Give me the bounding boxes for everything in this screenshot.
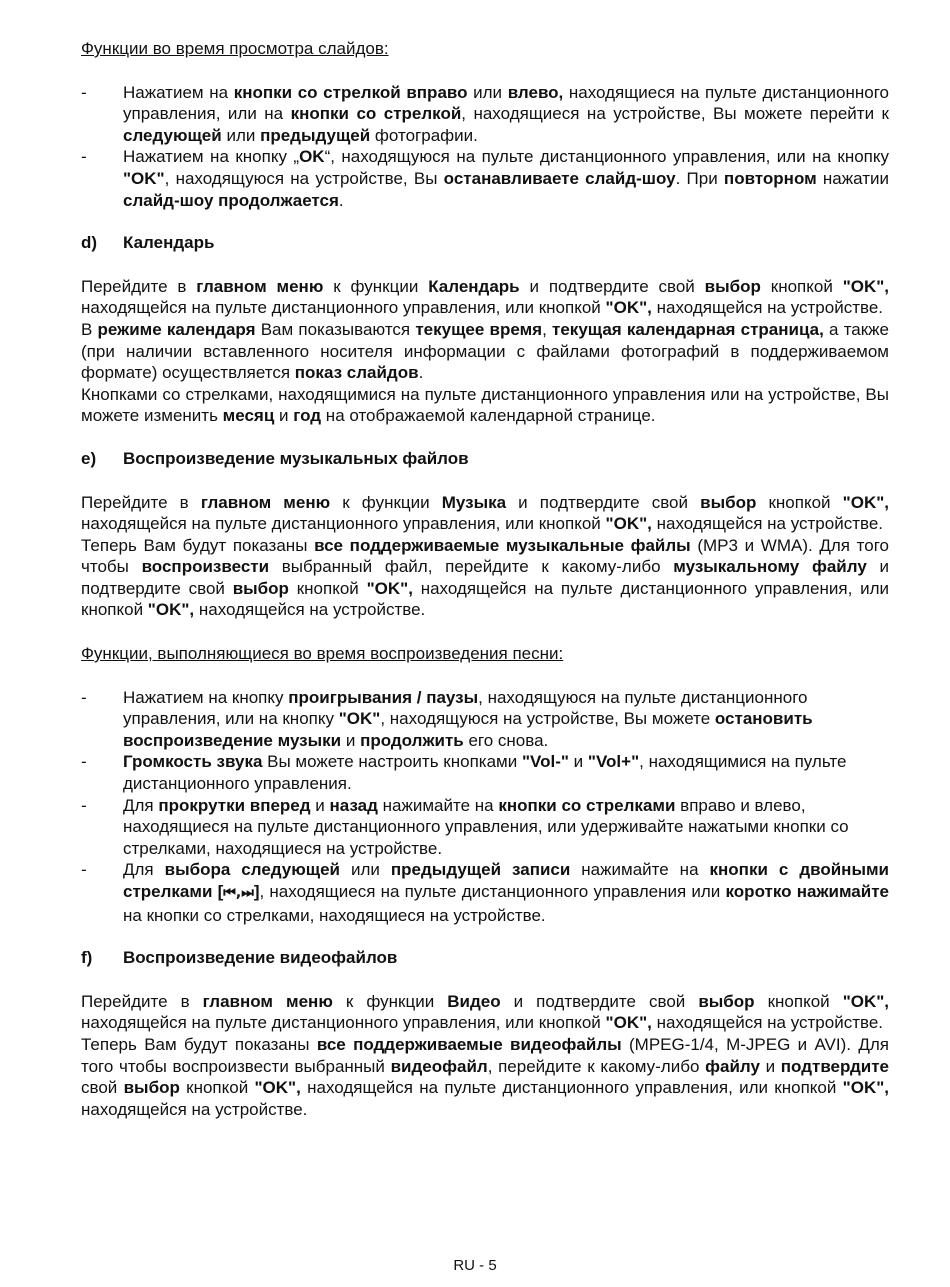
dash-bullet: - [81, 687, 87, 707]
bold-text-run: "OK" [123, 168, 165, 188]
bold-text-run: назад [329, 795, 378, 815]
text-run: и [759, 1056, 781, 1076]
text-run: и [568, 752, 588, 772]
bold-text-run: выбор [698, 991, 755, 1011]
text-run: на отображаемой календарной странице. [321, 406, 656, 426]
text-run: или [221, 125, 261, 145]
music-paragraph [81, 535, 889, 621]
bold-text-run: выбора следующей [164, 860, 341, 880]
bold-text-run: Календарь [428, 276, 520, 296]
list-item [81, 82, 889, 147]
bold-text-run: месяц [222, 406, 275, 426]
bold-text-run: режиме календаря [97, 319, 256, 339]
section-title: Календарь [123, 233, 215, 253]
text-run: находящейся на пульте дистанционного управления, или кнопкой [81, 1013, 606, 1033]
text-run: и подтвердите свой [500, 991, 699, 1011]
bold-text-run: "OK", [147, 600, 195, 620]
text-run: или [467, 82, 508, 102]
text-run: и подтвердите свой [519, 276, 705, 296]
bold-text-run: главном меню [200, 492, 331, 512]
text-run: (MPEG-1/4, M-JPEG и AVI). Для того чтобы воспроизвести выбранный [81, 1034, 889, 1076]
bold-text-run: главном меню [202, 991, 333, 1011]
text-run: находящейся на пульте дистанционного управления, или кнопкой [81, 514, 606, 534]
text-run: , находящуюся на устройстве, Вы [164, 168, 444, 188]
list-item-text [123, 859, 889, 926]
dash-bullet: - [81, 752, 87, 772]
bold-text-run: выбор [232, 578, 289, 598]
text-run: вправо и влево, находящиеся на пульте дистанционного управления, или удерживайте нажатыми кнопки со стрелками, находящиеся на устройстве. [123, 795, 849, 858]
bold-text-run: выбор [704, 276, 761, 296]
text-run: и [310, 795, 330, 815]
text-run: Нажатием на кнопку [123, 687, 289, 707]
bold-text-run: показ слайдов [294, 363, 419, 383]
bold-text-run: текущая календарная страница, [552, 319, 824, 339]
list-item [81, 687, 889, 752]
text-run: к функции [330, 492, 442, 512]
list-item-text [123, 795, 889, 860]
bold-text-run: продолжить [360, 730, 464, 750]
text-run: Для [123, 795, 159, 815]
dash-bullet: - [81, 795, 87, 815]
text-run: свой [81, 1078, 124, 1098]
text-run: находящейся на устройстве. [194, 600, 426, 620]
bold-text-run: видеофайл [390, 1056, 488, 1076]
text-run: и подтвердите свой [506, 492, 701, 512]
text-run: а также (при наличии вставленного носителя информации с файлами фотографий в поддерживаемом формате) осуществляется [81, 319, 890, 383]
bold-text-run: прокрутки вперед [158, 795, 311, 815]
text-run: и [274, 406, 294, 426]
bold-text-run: повторном [723, 168, 817, 188]
calendar-paragraph [81, 384, 889, 427]
music-paragraph [81, 492, 889, 535]
bold-text-run: Видео [447, 991, 501, 1011]
bold-text-run: кнопки со стрелками [498, 795, 676, 815]
bold-text-run: выбор [700, 492, 757, 512]
bold-text-run: OK [299, 147, 325, 167]
dash-bullet: - [81, 860, 87, 880]
list-item-text [123, 687, 889, 752]
dash-bullet: - [81, 82, 87, 102]
text-run: Для [123, 860, 165, 880]
bold-text-run: все поддерживаемые музыкальные файлы [314, 535, 691, 555]
bold-text-run: музыкальному файлу [673, 557, 867, 577]
text-run: к функции [332, 991, 448, 1011]
bold-text-run: текущее время [415, 319, 543, 339]
section-title: Воспроизведение видеофайлов [123, 948, 398, 968]
bold-text-run: "OK", [254, 1078, 301, 1098]
song-functions-title: Функции, выполняющиеся во время воспроизведения песни: [81, 644, 564, 664]
video-paragraph [81, 991, 889, 1034]
bold-text-run: воспроизвести [141, 557, 270, 577]
text-run: Кнопками со стрелками, находящимися на пульте дистанционного управления или на устройстве, Вы можете изменить [81, 384, 889, 426]
bold-text-run: год [293, 406, 322, 426]
text-run: . При [675, 168, 724, 188]
text-run: В [81, 319, 98, 339]
bold-text-run: все поддерживаемые видеофайлы [316, 1034, 622, 1054]
bold-text-run: остановить воспроизведение музыки [123, 709, 813, 750]
bold-text-run: выбор [123, 1078, 180, 1098]
text-run: и подтвердите свой [81, 557, 889, 598]
section-heading-video [81, 947, 889, 969]
text-run: находящейся на устройстве. [81, 1099, 308, 1119]
text-run: находящейся на устройстве. [651, 298, 884, 318]
bold-text-run: "OK", [366, 578, 413, 598]
bold-text-run: влево, [507, 82, 564, 102]
bold-text-run: предыдущей записи [390, 860, 571, 880]
bold-text-run: кнопки с двойными стрелками [ [123, 860, 889, 901]
text-run: находящейся на пульте дистанционного управления, или кнопкой [300, 1078, 843, 1098]
text-run: находящейся на пульте дистанционного управления, или кнопкой [81, 578, 890, 620]
text-run: Нажатием на кнопку „ [123, 147, 300, 167]
text-run: , перейдите к какому-либо [487, 1056, 706, 1076]
text-run: фотографии. [370, 125, 478, 145]
text-run: кнопкой [179, 1078, 255, 1098]
bold-text-run: "Vol+" [587, 752, 640, 772]
text-run: Теперь Вам будут показаны [81, 535, 315, 555]
list-item-text [123, 146, 889, 211]
bold-text-run: "Vol-" [521, 752, 569, 772]
list-item-text [123, 82, 889, 147]
text-run: (MP3 и WMA). Для того чтобы [81, 535, 889, 577]
song-functions-list [81, 687, 889, 927]
bold-text-run: Музыка [441, 492, 507, 512]
section-heading-calendar [81, 232, 889, 254]
text-run: находящиеся на пульте дистанционного управления, или на [123, 82, 890, 124]
text-run: Перейдите в [81, 276, 197, 296]
video-paragraph [81, 1034, 889, 1120]
text-run: кнопкой [754, 991, 843, 1011]
bold-text-run: предыдущей [260, 125, 371, 145]
text-run: кнопкой [288, 578, 367, 598]
bold-text-run: останавливаете слайд-шоу [443, 168, 676, 188]
text-run: к функции [323, 276, 429, 296]
text-run: , находящуюся на пульте дистанционного управления, или на кнопку [123, 687, 808, 729]
bold-text-run: кнопки со стрелкой вправо [233, 82, 468, 102]
section-letter: d) [81, 233, 98, 253]
text-run: . [418, 363, 424, 383]
bold-text-run: Громкость звука [123, 752, 263, 772]
bold-text-run: "OK" [338, 709, 381, 729]
text-run: кнопкой [756, 492, 843, 512]
bold-text-run: проигрывания / паузы [288, 687, 479, 707]
double-arrow-glyph: ⏮,⏭ [223, 885, 254, 901]
text-run: Теперь Вам будут показаны [81, 1034, 317, 1054]
text-run: , находящимися на пульте дистанционного управления. [123, 752, 847, 794]
text-run: или [340, 860, 391, 880]
bold-text-run: следующей [123, 125, 222, 145]
bold-text-run: "OK", [842, 276, 890, 296]
calendar-paragraph [81, 319, 889, 384]
list-item [81, 859, 889, 926]
bold-text-run: "OK", [605, 1013, 652, 1033]
section-letter: f) [81, 948, 93, 968]
text-run: и [341, 730, 361, 750]
page-number: RU - 5 [453, 1257, 497, 1274]
text-run: . [338, 190, 344, 210]
text-run: Перейдите в [81, 492, 201, 512]
text-run: на кнопки со стрелками, находящиеся на устройстве. [123, 905, 546, 925]
text-run: кнопкой [760, 276, 843, 296]
bold-text-run: кнопки со стрелкой [290, 104, 462, 124]
text-run: Вам показываются [255, 319, 416, 339]
list-item [81, 146, 889, 211]
bold-text-run: "OK", [605, 298, 652, 318]
bold-text-run: файлу [705, 1056, 760, 1076]
text-run: , находящуюся на устройстве, Вы можете [380, 709, 715, 729]
bold-text-run: "OK", [842, 991, 890, 1011]
text-run: нажатии [816, 168, 889, 188]
bold-text-run: слайд-шоу продолжается [123, 190, 339, 210]
text-run: Нажатием на [123, 82, 234, 102]
document-page [81, 38, 889, 1120]
bold-text-run: "OK", [842, 1078, 889, 1098]
calendar-paragraph [81, 276, 889, 319]
bold-text-run: подтвердите [780, 1056, 889, 1076]
text-run: Вы можете настроить кнопками [262, 752, 522, 772]
bold-text-run: "OK", [605, 514, 652, 534]
bold-text-run: главном меню [196, 276, 324, 296]
text-run: находящейся на устройстве. [651, 1013, 884, 1033]
list-item [81, 751, 889, 794]
dash-bullet: - [81, 147, 87, 167]
section-letter: e) [81, 448, 97, 468]
text-run: находящейся на устройстве. [651, 514, 884, 534]
text-run: Перейдите в [81, 991, 203, 1011]
section-title: Воспроизведение музыкальных файлов [123, 448, 469, 468]
text-run: выбранный файл, перейдите к какому-либо [269, 557, 674, 577]
text-run: его снова. [463, 730, 549, 750]
bold-text-run: ] [253, 882, 260, 901]
text-run: , находящиеся на устройстве, Вы можете перейти к [461, 104, 889, 124]
text-run: “, находящуюся на пульте дистанционного управления, или на кнопку [324, 147, 889, 167]
text-run: находящейся на пульте дистанционного управления, или кнопкой [81, 298, 606, 318]
list-item [81, 795, 889, 860]
section-heading-music [81, 448, 889, 470]
text-run: нажимайте на [570, 860, 710, 880]
text-run: нажимайте на [377, 795, 499, 815]
bold-text-run: коротко нажимайте [725, 882, 889, 901]
slides-functions-title: Функции во время просмотра слайдов: [81, 39, 389, 58]
text-run: , находящиеся на пульте дистанционного управления или [259, 882, 726, 901]
bold-text-run: "OK", [842, 492, 890, 512]
text-run: , [542, 319, 553, 339]
slides-functions-list [81, 82, 889, 212]
list-item-text [123, 751, 889, 794]
